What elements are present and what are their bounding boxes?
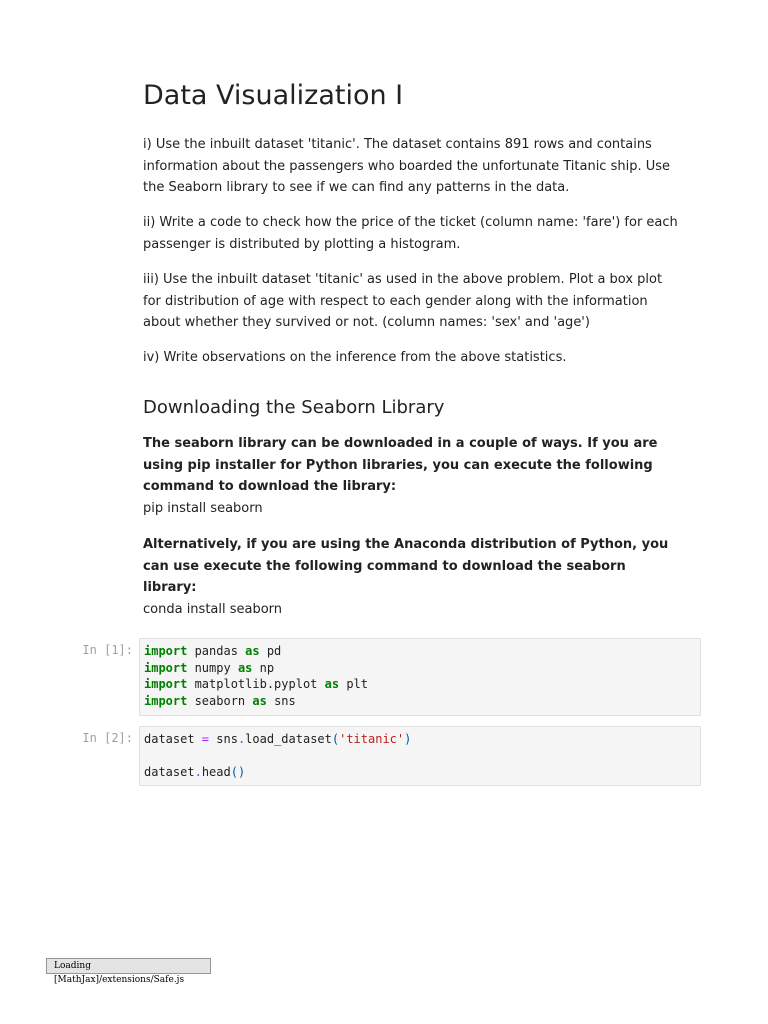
cell-1-prompt: In [1]: — [82, 643, 133, 657]
task-paragraph-4: iv) Write observations on the inference from the above statistics. — [143, 350, 567, 365]
pip-instructions — [143, 433, 683, 519]
conda-command: conda install seaborn — [143, 601, 283, 617]
mathjax-loading-status: Loading [MathJax]/extensions/Safe.js — [46, 958, 211, 974]
cell-2-prompt: In [2]: — [82, 731, 133, 745]
task-paragraph-3: iii) Use the inbuilt dataset 'titanic' as used in the above problem. Plot a box plot for distribution of age with respect to each gender along with the information about whether they survived or not. (column names: 'sex' and 'age') — [143, 272, 663, 330]
notebook-title: Data Visualization I — [143, 80, 404, 111]
section-heading: Downloading the Seaborn Library — [143, 397, 445, 418]
code-cell-2[interactable] — [139, 726, 701, 786]
pip-instructions-text: The seaborn library can be downloaded in a couple of ways. If you are using pip installer for Python libraries, you can execute the following command to download the library: — [143, 436, 658, 494]
code-line: import pandas as pd — [144, 644, 282, 658]
code-line: import numpy as np — [144, 660, 275, 675]
code-cell-1[interactable] — [139, 638, 701, 716]
code-line: dataset = sns.load_dataset('titanic') — [144, 732, 412, 746]
pip-command: pip install seaborn — [143, 500, 263, 516]
task-paragraph-1: i) Use the inbuilt dataset 'titanic'. The dataset contains 891 rows and contains information about the passengers who boarded the unfortunate Titanic ship. Use the Seaborn library to see if we can find any patterns in the data. — [143, 137, 671, 195]
conda-instructions — [143, 534, 683, 620]
code-line: dataset.head() — [144, 765, 246, 779]
code-line: import seaborn as sns — [144, 693, 296, 708]
code-line-blank — [144, 748, 700, 765]
task-paragraph-2: ii) Write a code to check how the price of the ticket (column name: 'fare') for each passenger is distributed by plotting a histogram. — [143, 215, 678, 252]
conda-instructions-text: Alternatively, if you are using the Anaconda distribution of Python, you can use execute the following command to download the seaborn library: — [143, 537, 669, 595]
code-line: import matplotlib.pyplot as plt — [144, 677, 368, 691]
